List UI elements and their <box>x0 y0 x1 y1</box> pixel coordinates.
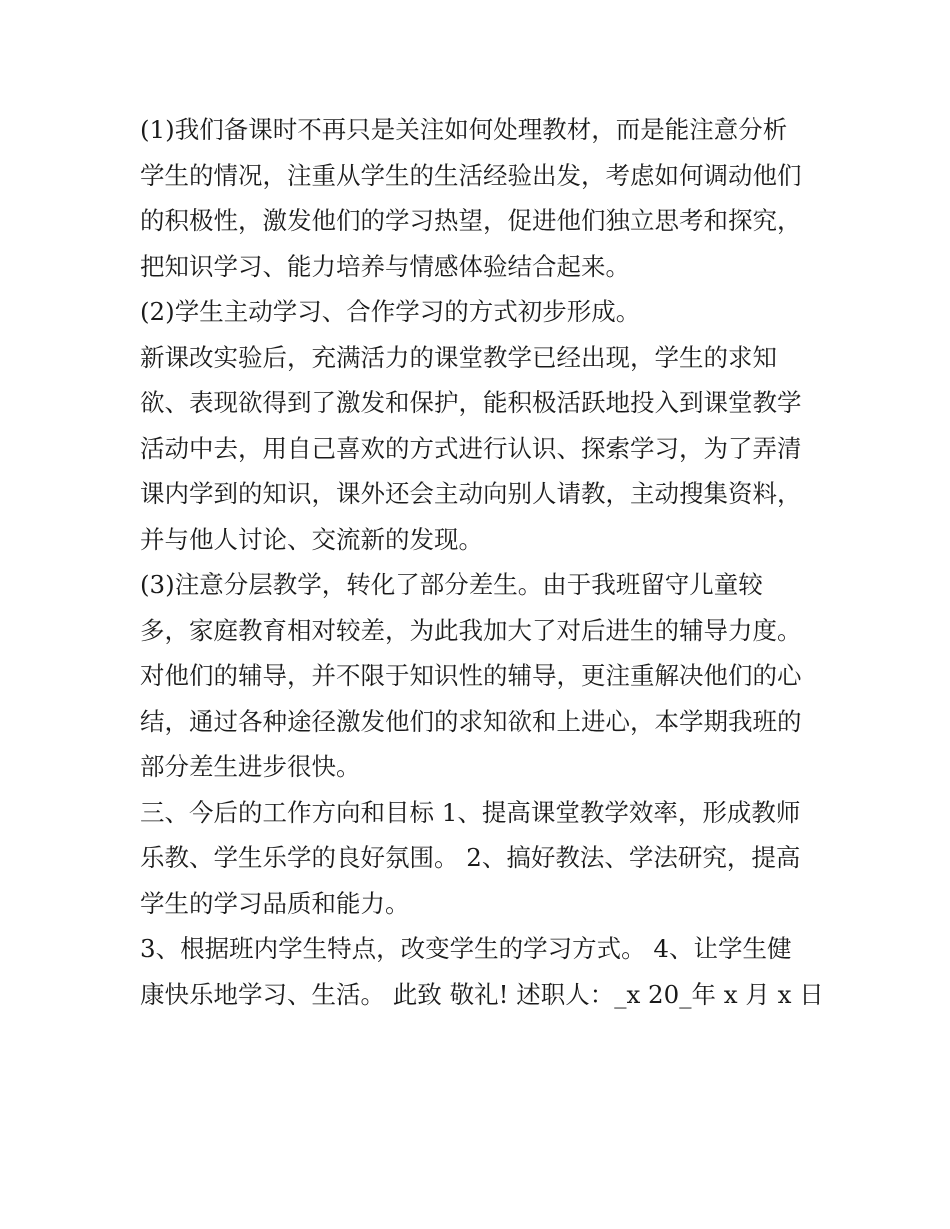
text-line: (2)学生主动学习、合作学习的方式初步形成。 <box>140 297 641 326</box>
text-line: 的积极性，激发他们的学习热望，促进他们独立思考和探究， <box>140 206 802 235</box>
text-line: 乐教、学生乐学的良好氛围。 2、搞好教法、学法研究，提高 <box>140 843 801 872</box>
text-line: 三、今后的工作方向和目标 1、提高课堂教学效率，形成教师 <box>140 797 801 827</box>
text-line: 对他们的辅导，并不限于知识性的辅导，更注重解决他们的心 <box>140 661 802 690</box>
text-line: 活动中去，用自己喜欢的方式进行认识、探索学习，为了弄清 <box>140 433 802 463</box>
text-line: 康快乐地学习、生活。 此致 敬礼! 述职人：_x 20_年 x 月 x 日 <box>140 979 824 1009</box>
text-line: 新课改实验后，充满活力的课堂教学已经出现，学生的求知 <box>140 342 777 372</box>
text-line: 并与他人讨论、交流新的发现。 <box>140 524 483 554</box>
text-line: 欲、表现欲得到了激发和保护，能积极活跃地投入到课堂教学 <box>140 388 802 417</box>
text-line: 学生的情况，注重从学生的生活经验出发，考虑如何调动他们 <box>140 160 802 190</box>
text-line: (1)我们备课时不再只是关注如何处理教材，而是能注意分析 <box>140 115 788 144</box>
text-line: 部分差生进步很快。 <box>140 752 361 781</box>
text-line: 把知识学习、能力培养与情感体验结合起来。 <box>140 251 630 281</box>
text-line: 3、根据班内学生特点，改变学生的学习方式。 4、让学生健 <box>140 934 792 963</box>
text-line: 课内学到的知识，课外还会主动向别人请教，主动搜集资料， <box>140 479 802 508</box>
text-line: 学生的学习品质和能力。 <box>140 888 410 918</box>
text-line: (3)注意分层教学，转化了部分差生。由于我班留守儿童较 <box>140 570 763 599</box>
text-line: 多，家庭教育相对较差，为此我加大了对后进生的辅导力度。 <box>140 615 802 645</box>
text-line: 结，通过各种途径激发他们的求知欲和上进心，本学期我班的 <box>140 706 802 736</box>
document-body <box>140 107 824 1017</box>
